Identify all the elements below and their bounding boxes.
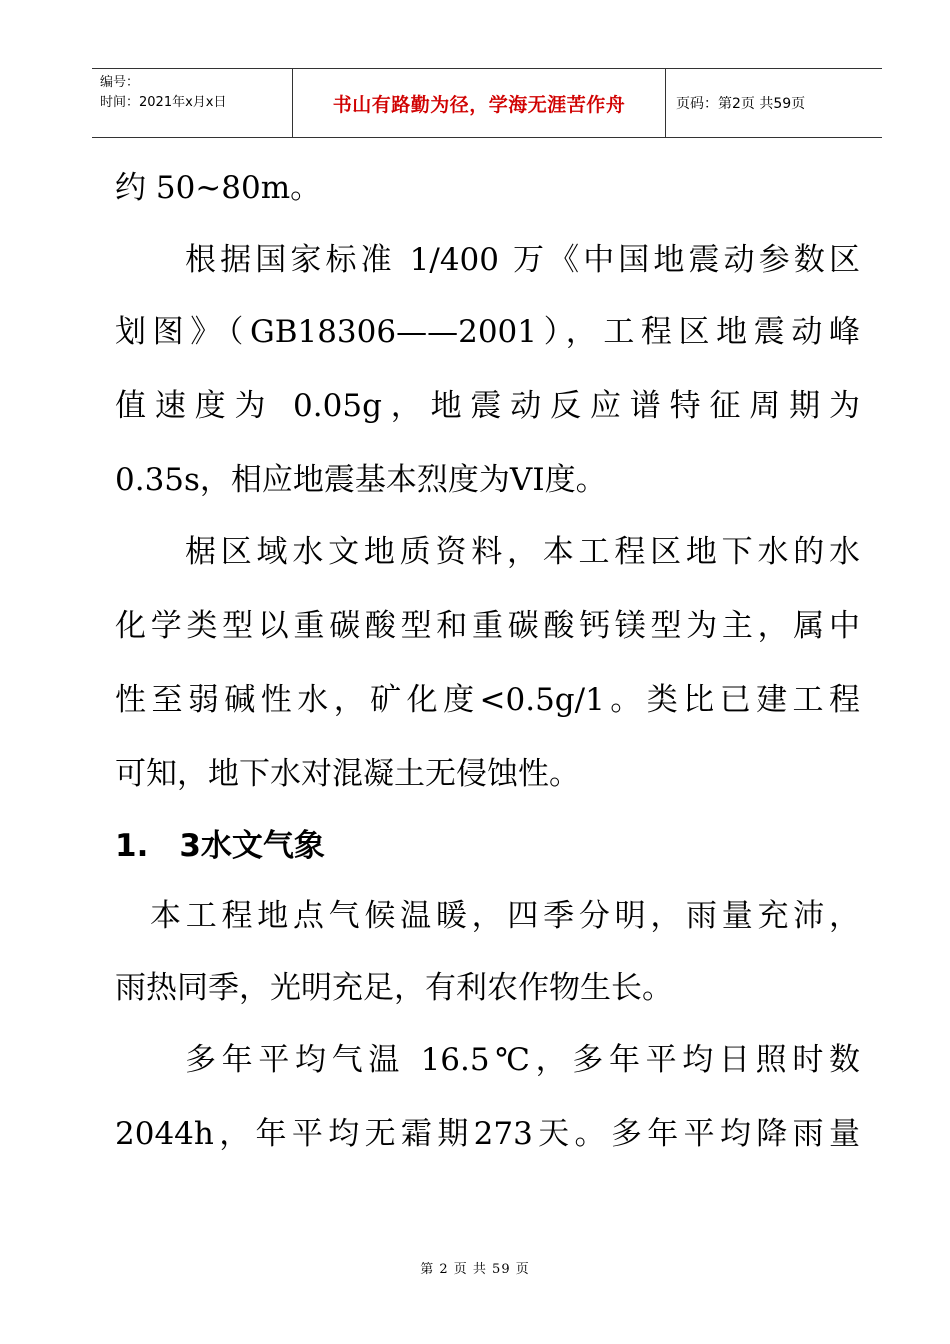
page-footer: 第 2 页 共 59 页 [420,1262,530,1277]
header-number-label: 编号： [100,75,140,90]
body-line-2: 根据国家标准 1/400 万《中国地震动参数区 [185,242,860,278]
body-line-11: 雨热同季，光明充足，有利农作物生长。 [115,970,673,1006]
body-line-7: 化学类型以重碳酸型和重碳酸钙镁型为主，属中 [115,608,860,644]
body-line-3: 划图》（GB18306——2001），工程区地震动峰 [115,314,860,350]
section-heading: 1. 3水文气象 [115,828,325,864]
body-line-6: 椐区域水文地质资料，本工程区地下水的水 [185,534,860,570]
header-meta [92,69,293,137]
header-page-info: 页码：第2页 共59页 [676,96,806,112]
body-line-9: 可知，地下水对混凝土无侵蚀性。 [115,756,580,792]
body-line-10: 本工程地点气候温暖，四季分明，雨量充沛， [150,898,860,934]
body-line-1: 约 50~80m。 [115,170,322,206]
body-line-5: 0.35s，相应地震基本烈度为VI度。 [115,462,607,498]
body-line-8: 性至弱碱性水，矿化度<0.5g/1。类比已建工程 [115,682,860,718]
header-motto: 书山有路勤为径，学海无涯苦作舟 [293,69,666,137]
body-line-4: 值速度为 0.05g，地震动反应谱特征周期为 [115,388,860,424]
body-line-12: 多年平均气温 16.5℃，多年平均日照时数 [185,1042,860,1078]
header-time-label: 时间：2021年x月x日 [100,95,227,110]
page-header [92,68,882,138]
body-line-13: 2044h，年平均无霜期273天。多年平均降雨量 [115,1116,860,1152]
